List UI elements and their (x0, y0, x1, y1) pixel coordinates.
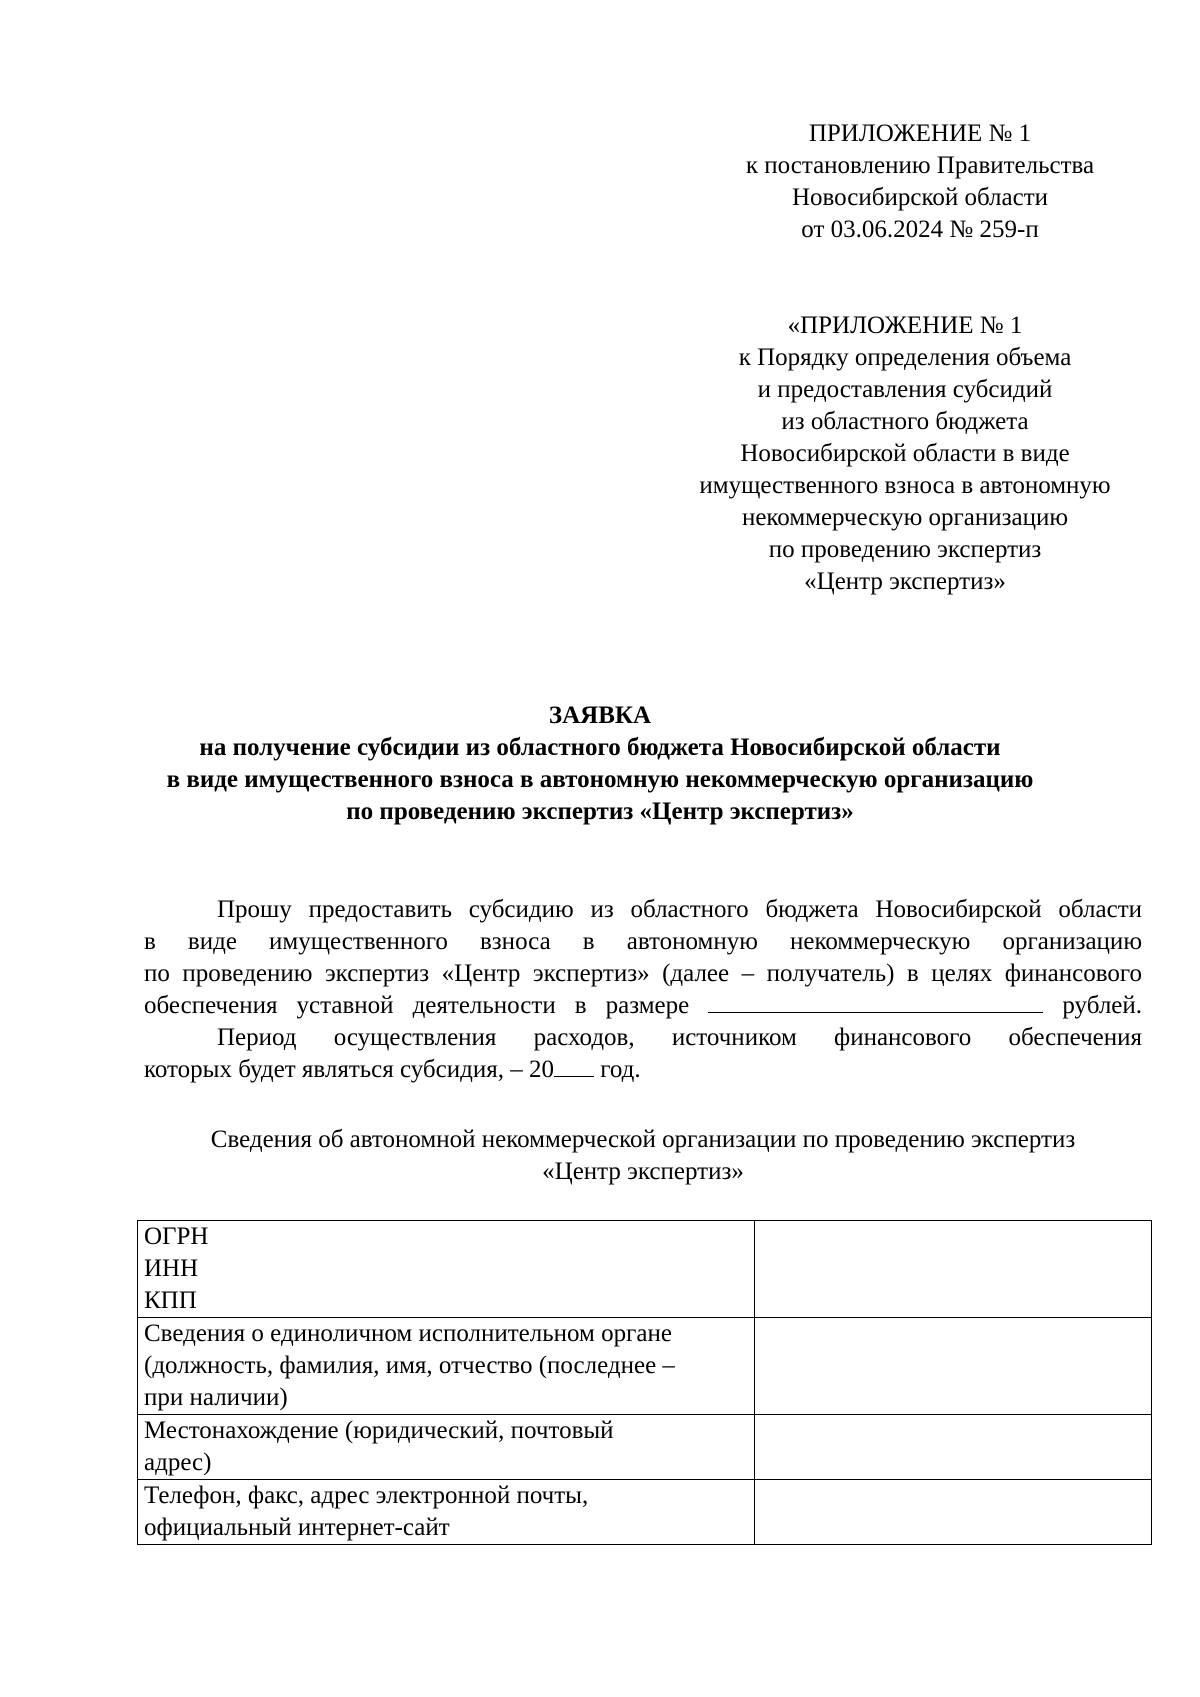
cell-line: Телефон, факс, адрес электронной почты, (144, 1482, 589, 1509)
order-appendix-line: Новосибирской области в виде (740, 440, 1070, 467)
cell-line: официальный интернет-сайт (144, 1514, 450, 1541)
table-row (138, 1480, 1152, 1545)
appendix-header-line: от 03.06.2024 № 259-п (801, 216, 1039, 243)
cell-line: адрес) (144, 1449, 212, 1476)
table-cell-value[interactable] (754, 1415, 1151, 1480)
order-appendix-line: «Центр экспертиз» (804, 568, 1006, 595)
order-appendix-line: по проведению экспертиз (768, 536, 1042, 563)
year-unit: год. (600, 1056, 641, 1083)
cell-line: ОГРН (144, 1223, 209, 1250)
cell-line: КПП (144, 1287, 197, 1314)
table-row (138, 1415, 1152, 1480)
table-cell-label (138, 1318, 755, 1415)
appendix-header-line: к постановлению Правительства (745, 152, 1095, 179)
info-heading-line: «Центр экспертиз» (542, 1158, 744, 1185)
order-appendix-line: некоммерческую организацию (741, 504, 1069, 531)
organization-info-table (137, 1220, 1152, 1545)
table-row (138, 1221, 1152, 1318)
table-cell-value[interactable] (754, 1318, 1151, 1415)
body-line: по проведению экспертиз «Центр экспертиз» (далее – получатель) в целях финансового (144, 960, 1142, 987)
appendix-header (740, 118, 1100, 246)
cell-line: при наличии) (144, 1384, 288, 1411)
cell-line: Сведения о единоличном исполнительном органе (144, 1320, 672, 1347)
amount-unit: рублей. (1062, 992, 1143, 1019)
cell-line: (должность, фамилия, имя, отчество (последнее – (144, 1352, 675, 1379)
order-appendix-line: «ПРИЛОЖЕНИЕ № 1 (787, 312, 1023, 339)
request-heading: ЗАЯВКА (548, 702, 652, 729)
year-blank-field[interactable] (554, 1054, 594, 1077)
order-appendix-line: имущественного взноса в автономную (699, 472, 1111, 499)
order-appendix-line: к Порядку определения объема (738, 344, 1072, 371)
order-appendix-header (660, 310, 1150, 598)
organization-info-heading (144, 1124, 1142, 1188)
table-cell-value[interactable] (754, 1221, 1151, 1318)
request-title-line: в виде имущественного взноса в автономную некоммерческую организацию (166, 766, 1034, 793)
body-line: Прошу предоставить субсидию из областного бюджета Новосибирской области (217, 896, 1142, 923)
cell-line: ИНН (144, 1255, 199, 1282)
table-row (138, 1318, 1152, 1415)
request-body (144, 894, 1142, 1086)
body-line: Период осуществления расходов, источником финансового обеспечения (217, 1024, 1142, 1051)
body-line: в виде имущественного взноса в автономную некоммерческую организацию (144, 928, 1142, 955)
request-title-line: на получение субсидии из областного бюджета Новосибирской области (199, 734, 1001, 761)
appendix-header-line: ПРИЛОЖЕНИЕ № 1 (808, 120, 1032, 147)
order-appendix-line: из областного бюджета (781, 408, 1029, 435)
amount-blank-field[interactable] (708, 990, 1043, 1013)
table-cell-label (138, 1480, 755, 1545)
amount-label: обеспечения уставной деятельности в размере (144, 992, 690, 1019)
table-cell-label (138, 1221, 755, 1318)
body-line-year (144, 1054, 1142, 1086)
request-title (100, 700, 1100, 828)
table-cell-label (138, 1415, 755, 1480)
order-appendix-line: и предоставления субсидий (757, 376, 1053, 403)
cell-line: Местонахождение (юридический, почтовый (144, 1417, 614, 1444)
year-label: которых будет являться субсидия, – 20 (144, 1056, 554, 1083)
table-cell-value[interactable] (754, 1480, 1151, 1545)
info-heading-line: Сведения об автономной некоммерческой организации по проведению экспертиз (210, 1126, 1076, 1153)
request-title-line: по проведению экспертиз «Центр экспертиз» (346, 798, 854, 825)
appendix-header-line: Новосибирской области (791, 184, 1049, 211)
body-line-amount (144, 990, 1142, 1022)
